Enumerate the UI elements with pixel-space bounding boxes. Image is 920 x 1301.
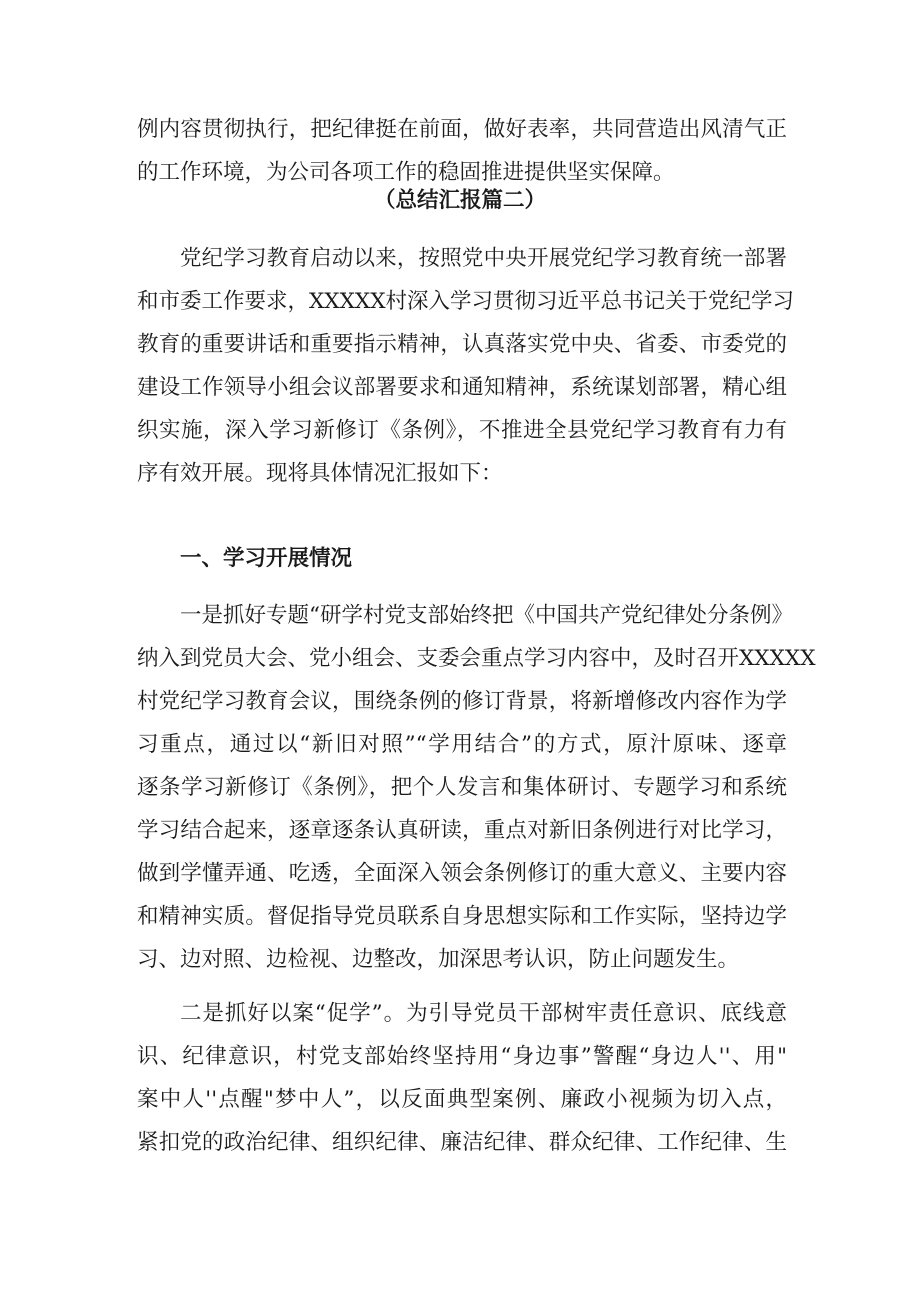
para3-line-1: 二是抓好以案“促学”。为引导党员干部树牢责任意识、底线意 [180, 1001, 787, 1026]
para2-line-1: 一是抓好专题“研学村党支部始终把《中国共产党纪律处分条例》 [180, 603, 793, 628]
para1-line-3: 教育的重要讲话和重要指示精神，认真落实党中央、省委、市委党的 [137, 332, 787, 357]
para1-line-2: 和市委工作要求，XXXXX村深入学习贯彻习近平总书记关于党纪学习 [137, 289, 795, 314]
para1-line-1: 党纪学习教育启动以来，按照党中央开展党纪学习教育统一部署 [180, 246, 787, 271]
para1-line-5: 织实施，深入学习新修订《条例》，不推进全县党纪学习教育有力有 [137, 418, 787, 443]
para3-line-4: 紧扣党的政治纪律、组织纪律、廉洁纪律、群众纪律、工作纪律、生 [137, 1130, 787, 1155]
section-title: （总结汇报篇二） [373, 188, 546, 213]
para2-line-8: 和精神实质。督促指导党员联系自身思想实际和工作实际，坚持边学 [137, 904, 787, 929]
para2-line-4: 习重点，通过以“新旧对照”“学用结合”的方式，原汁原味、逐章 [137, 732, 787, 757]
para3-line-3: 案中人''点醒"梦中人”，以反面典型案例、廉政小视频为切入点， [137, 1087, 787, 1112]
intro-line-1: 例内容贯彻执行，把纪律挺在前面，做好表率，共同营造出风清气正 [137, 117, 787, 142]
para3-line-2: 识、纪律意识，村党支部始终坚持用“身边事”警醒“身边人''、用" [137, 1044, 787, 1069]
para2-line-7: 做到学懂弄通、吃透，全面深入领会条例修订的重大意义、主要内容 [137, 861, 787, 886]
intro-line-2: 的工作环境，为公司各项工作的稳固推进提供坚实保障。 [137, 160, 675, 185]
para2-line-6: 学习结合起来，逐章逐条认真研读，重点对新旧条例进行对比学习， [137, 818, 787, 843]
para1-line-4: 建设工作领导小组会议部署要求和通知精神，系统谋划部署，精心组 [137, 375, 787, 400]
para1-line-6: 序有效开展。现将具体情况汇报如下： [137, 461, 503, 486]
para2-line-9: 习、边对照、边检视、边整改，加深思考认识，防止问题发生。 [137, 947, 740, 972]
para2-line-2: 纳入到党员大会、党小组会、支委会重点学习内容中，及时召开XXXXX [137, 646, 816, 671]
para2-line-5: 逐条学习新修订《条例》，把个人发言和集体研讨、专题学习和系统 [137, 775, 787, 800]
section-heading: 一、学习开展情况 [180, 546, 353, 571]
para2-line-3: 村党纪学习教育会议，围绕条例的修订背景，将新增修改内容作为学 [137, 689, 787, 714]
